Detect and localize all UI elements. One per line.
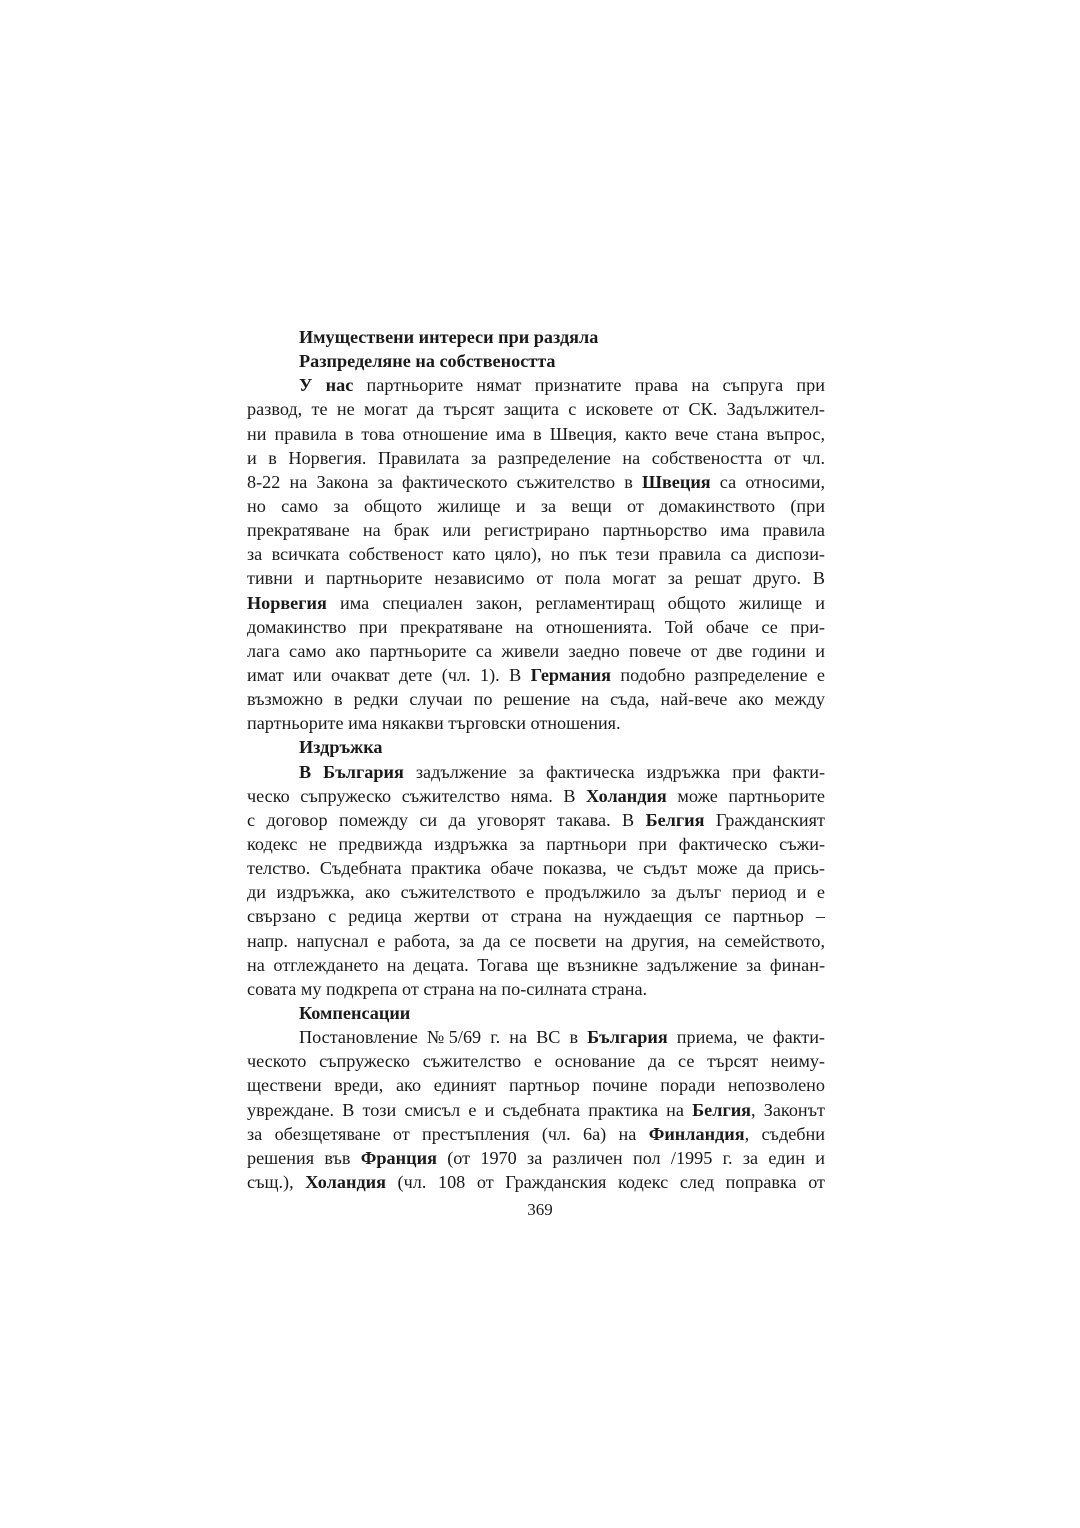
page-number: 369 — [527, 1200, 553, 1219]
paragraph-line: 8-22 на Закона за фактическото съжителство в Швеция са относими, — [247, 471, 825, 492]
paragraph-line: ди издръжка, ако съжителството е продължило за дълъг период и е — [247, 882, 825, 903]
paragraph-line: партньорите има някакви търговски отношения. — [247, 713, 621, 734]
paragraph-line: но само за общото жилище и за вещи от домакинството (при — [247, 495, 825, 516]
paragraph-line: Норвегия има специален закон, регламентиращ общото жилище и — [247, 592, 825, 613]
emphasis-text: Норвегия — [247, 592, 327, 613]
paragraph-line: ществени вреди, ако единият партньор почине поради непозволено — [247, 1075, 825, 1096]
emphasis-text: Швеция — [641, 471, 711, 492]
emphasis-text: Белгия — [692, 1099, 752, 1120]
emphasis-text: Холандия — [586, 785, 667, 806]
paragraph-line: лага само ако партньорите са живели заедно повече от две години и — [247, 640, 825, 661]
paragraph-line: ческо съпружеско съжителство няма. В Холандия може партньорите — [247, 785, 825, 806]
emphasis-text: Германия — [530, 664, 611, 685]
paragraph-line: У нас партньорите нямат признатите права на съпруга при — [299, 375, 825, 396]
paragraph-line: кодекс не предвижда издръжка за партньори при фактическо съжи- — [247, 833, 825, 854]
paragraph-line: за всичката собственост като цяло), но пък тези правила са диспози- — [247, 544, 825, 565]
paragraph-line: прекратяване на брак или регистрирано партньорство има правила — [247, 520, 825, 541]
paragraph-line: имат или очакват дете (чл. 1). В Германия подобно разпределение е — [247, 664, 825, 685]
paragraph-line: същ.), Холандия (чл. 108 от Гражданския кодекс след поправка от — [247, 1171, 825, 1192]
paragraph-line: В България задължение за фактическа издръжка при факти- — [299, 761, 825, 782]
paragraph-line: ни правила в това отношение има в Швеция, както вече стана въпрос, — [247, 423, 825, 444]
paragraph-line: телство. Съдебната практика обаче показва, че съдът може да прись- — [247, 858, 825, 879]
heading-property-division: Разпределяне на собствеността — [299, 351, 556, 372]
page-body — [247, 325, 825, 1194]
emphasis-text: Белгия — [645, 809, 705, 830]
paragraph-line: напр. напуснал е работа, за да се посвети на другия, на семейството, — [247, 930, 825, 951]
paragraph-line: на отглеждането на децата. Тогава ще възникне задължение за финан- — [247, 954, 825, 975]
emphasis-text: Финландия — [648, 1123, 745, 1144]
paragraph-line: решения във Франция (от 1970 за различен пол /1995 г. за един и — [247, 1147, 825, 1168]
paragraph-line: свързано с редица жертви от страна на нуждаещия се партньор – — [247, 906, 825, 927]
paragraph-line: Постановление №5/69 г. на ВС в България приема, че факти- — [299, 1027, 825, 1048]
paragraph-line: ческото съпружеско съжителство е основание да се търсят неиму- — [247, 1051, 825, 1072]
paragraph-line: за обезщетяване от престъпления (чл. 6а) на Финландия, съдебни — [247, 1123, 825, 1144]
emphasis-text: България — [587, 1027, 668, 1048]
emphasis-text: Холандия — [305, 1171, 386, 1192]
paragraph-line: совата му подкрепа от страна на по-силната страна. — [247, 978, 648, 999]
emphasis-text: У нас — [299, 375, 354, 396]
paragraph-line: развод, те не могат да търсят защита с исковете от СК. Задължител- — [247, 399, 825, 420]
paragraph-line: и в Норвегия. Правилата за разпределение на собствеността от чл. — [247, 447, 825, 468]
paragraph-line: възможно в редки случаи по решение на съда, най-вече ако между — [247, 689, 825, 710]
emphasis-text: Франция — [360, 1147, 437, 1168]
heading-property-interests: Имуществени интереси при раздяла — [299, 327, 599, 347]
paragraph-line: тивни и партньорите независимо от пола могат за решат друго. В — [247, 568, 825, 589]
heading-compensations: Компенсации — [299, 1002, 411, 1023]
emphasis-text: В България — [299, 761, 404, 782]
paragraph-line: с договор помежду си да уговорят такава. В Белгия Гражданският — [247, 809, 825, 830]
paragraph-line: домакинство при прекратяване на отношенията. Той обаче се при- — [247, 616, 825, 637]
heading-maintenance: Издръжка — [299, 737, 383, 758]
paragraph-line: увреждане. В този смисъл е и съдебната практика на Белгия, Законът — [247, 1099, 825, 1120]
